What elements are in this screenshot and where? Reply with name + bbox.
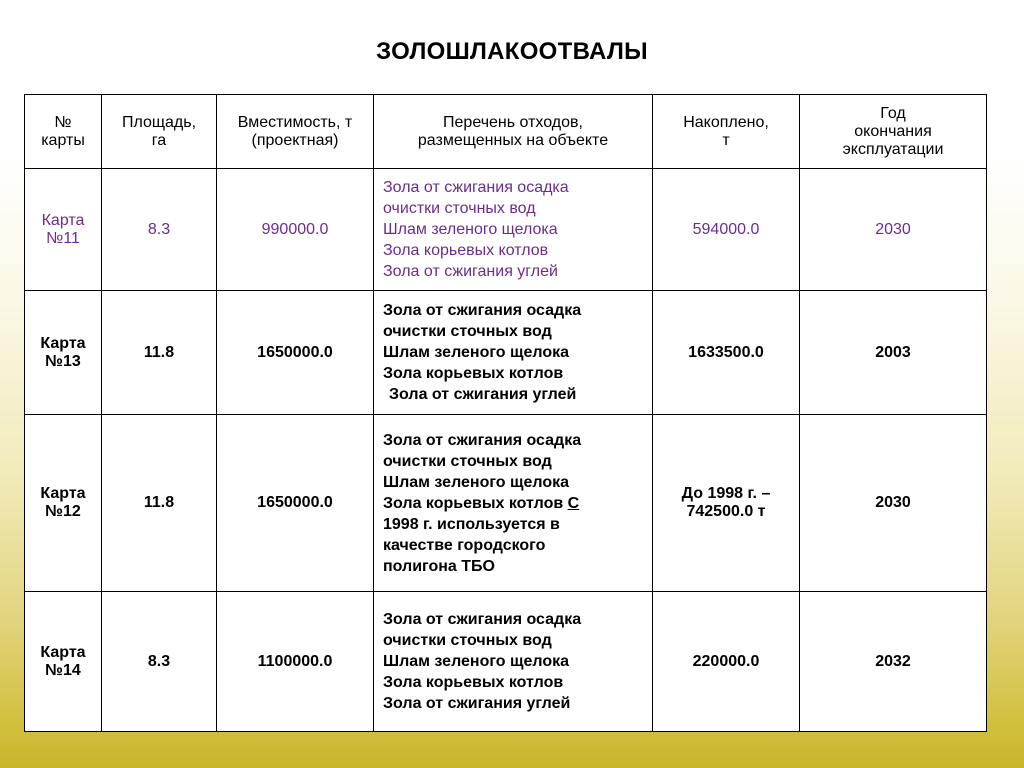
accumulated-cell: До 1998 г. – 742500.0 т: [653, 415, 800, 592]
waste-item: полигона ТБО: [383, 557, 495, 575]
accumulated-cell: 1633500.0: [653, 291, 800, 415]
header-end-year: Год окончания эксплуатации: [800, 95, 987, 169]
waste-item: Шлам зеленого щелока: [383, 473, 570, 491]
waste-item: Зола от сжигания осадка: [383, 179, 569, 196]
end-year-cell: 2030: [800, 169, 987, 291]
waste-item: Зола корьевых котлов: [383, 242, 549, 259]
waste-item: качестве городского: [383, 536, 546, 554]
waste-item: очистки сточных вод: [383, 200, 536, 217]
capacity-cell: 1650000.0: [217, 291, 374, 415]
waste-item: Шлам зеленого щелока: [383, 653, 570, 670]
waste-item: Зола от сжигания углей: [383, 695, 571, 712]
header-waste-list: Перечень отходов, размещенных на объекте: [374, 95, 653, 169]
area-cell: 11.8: [102, 415, 217, 592]
map-cell: Карта №11: [25, 169, 102, 291]
waste-item: Зола от сжигания углей: [389, 386, 577, 403]
waste-list-cell: [374, 291, 653, 415]
waste-item: очистки сточных вод: [383, 632, 552, 649]
map-cell: Карта №12: [25, 415, 102, 592]
capacity-cell: 1650000.0: [217, 415, 374, 592]
accumulated-cell: 220000.0: [653, 592, 800, 732]
end-year-cell: 2032: [800, 592, 987, 732]
page-title: ЗОЛОШЛАКООТВАЛЫ: [376, 38, 648, 65]
waste-item: Зола корьевых котлов: [383, 365, 564, 382]
waste-list-cell: [374, 169, 653, 291]
waste-item: Зола от сжигания углей: [383, 263, 558, 280]
table-row: [25, 291, 987, 415]
underlined-note-start: С: [567, 494, 580, 512]
header-accumulated: Накоплено, т: [653, 95, 800, 169]
capacity-cell: 990000.0: [217, 169, 374, 291]
waste-list-cell: [374, 415, 653, 592]
table-row: [25, 592, 987, 732]
area-cell: 8.3: [102, 592, 217, 732]
accumulated-cell: 594000.0: [653, 169, 800, 291]
end-year-cell: 2030: [800, 415, 987, 592]
area-cell: 8.3: [102, 169, 217, 291]
end-year-cell: 2003: [800, 291, 987, 415]
waste-item: очистки сточных вод: [383, 452, 552, 470]
header-capacity: Вместимость, т (проектная): [217, 95, 374, 169]
header-row: [25, 95, 987, 169]
header-map-no: № карты: [25, 95, 102, 169]
waste-item: Зола корьевых котлов: [383, 674, 564, 691]
waste-item: очистки сточных вод: [383, 323, 552, 340]
waste-item: Шлам зеленого щелока: [383, 221, 558, 238]
waste-item: Зола от сжигания осадка: [383, 611, 582, 628]
table-row: [25, 415, 987, 592]
waste-item: Зола от сжигания осадка: [383, 302, 582, 319]
waste-list-cell: [374, 592, 653, 732]
waste-item: Зола от сжигания осадка: [383, 431, 582, 449]
capacity-cell: 1100000.0: [217, 592, 374, 732]
header-area: Площадь, га: [102, 95, 217, 169]
waste-item: Зола корьевых котлов С: [383, 494, 580, 512]
waste-item: Шлам зеленого щелока: [383, 344, 570, 361]
map-cell: Карта №14: [25, 592, 102, 732]
table-row: [25, 169, 987, 291]
waste-item: 1998 г. используется в: [383, 515, 560, 533]
area-cell: 11.8: [102, 291, 217, 415]
ash-dumps-table: [24, 94, 987, 732]
map-cell: Карта №13: [25, 291, 102, 415]
